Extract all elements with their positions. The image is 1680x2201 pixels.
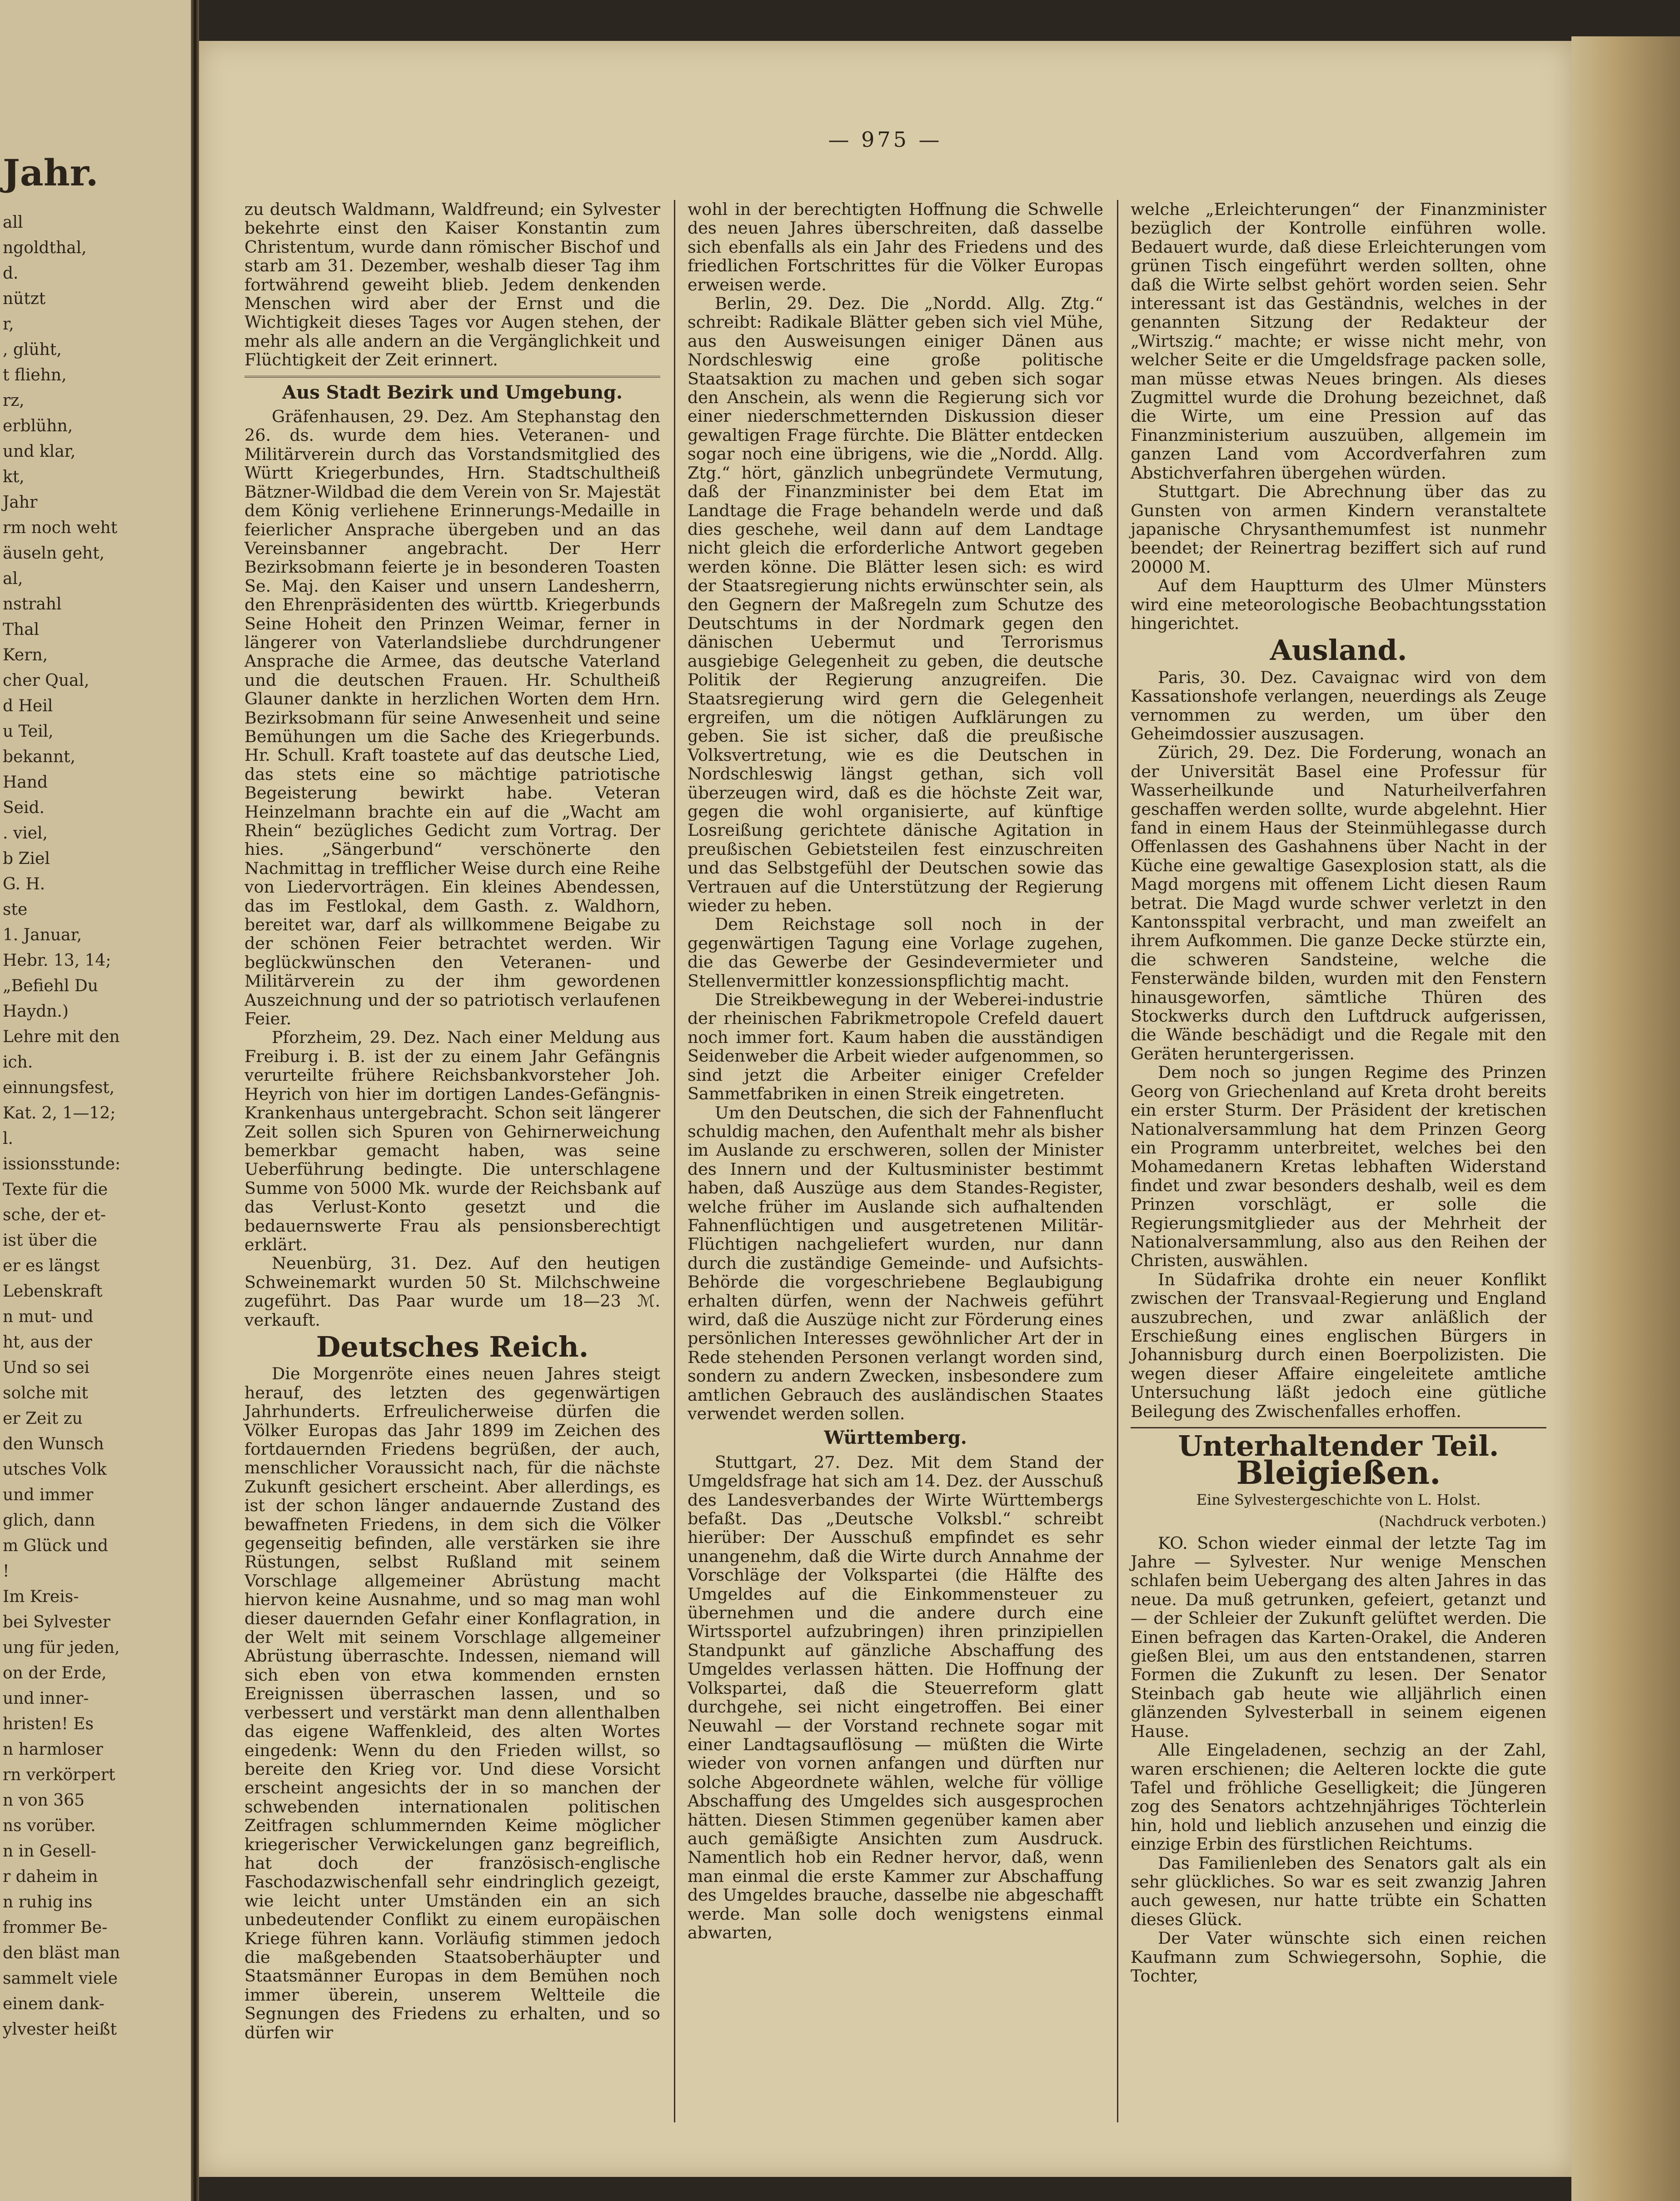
left-page-line: r, — [3, 315, 14, 334]
section-heading: Deutsches Reich. — [316, 1330, 589, 1363]
section-heading: Aus Stadt Bezirk und Umgebung. — [282, 381, 623, 403]
left-page-line: Haydn.) — [3, 1002, 69, 1021]
left-page-line: rn verkörpert — [3, 1766, 115, 1784]
left-page-line: on der Erde, — [3, 1664, 107, 1682]
paragraph: Alle Eingeladenen, sechzig an der Zahl, waren erschienen; die Aelteren lockte die gute Tafel und fröhliche Geselligkeit; die Jüngeren zog des Senators achtzehnjähriges Töchterlein hin, hold und lieblich anzusehen und einzig die einzige Erbin des fürstlichen Reichtums. — [1131, 1740, 1546, 1854]
paragraph: Dem noch so jungen Regime des Prinzen Georg von Griechenland auf Kreta droht bereits ein erster Sturm. Der Präsident der kretischen Nationalversammlung hat dem Prinzen Georg ein Programm unterbreitet, welches bei den Mohamedanern Kretas lebhaften Widerstand findet und zwar besonders deshalb, weil es dem Prinzen vorschlägt, er solle die Regierungsmitglieder aus der Mehrheit der Nationalversammlung, also aus den Reihen der Christen, auswählen. — [1131, 1063, 1546, 1271]
left-page-line: sammelt viele — [3, 1969, 118, 1988]
left-page-line: Im Kreis- — [3, 1587, 79, 1606]
left-page-line: ste — [3, 900, 28, 919]
left-page-line: frommer Be- — [3, 1918, 108, 1937]
left-page-line: ylvester heißt — [3, 2020, 117, 2039]
left-page-line: solche mit — [3, 1384, 88, 1402]
left-page-line: er Zeit zu — [3, 1409, 83, 1428]
left-page-line: Jahr — [3, 493, 38, 512]
paragraph: Neuenbürg, 31. Dez. Auf den heutigen Schweinemarkt wurden 50 St. Milchschweine zugeführt. Das Paar wurde um 18—23 ℳ. verkauft. — [244, 1253, 660, 1330]
left-page-line: hristen! Es — [3, 1715, 94, 1733]
paragraph: Der Vater wünschte sich einen reichen Kaufmann zum Schwiegersohn, Sophie, die Tochter, — [1131, 1928, 1546, 1986]
left-page-line: issionsstunde: — [3, 1155, 121, 1173]
left-page-line: m Glück und — [3, 1537, 108, 1555]
column-2 — [688, 200, 1103, 1942]
left-page-line: ich. — [3, 1053, 33, 1072]
left-page-line: n in Gesell- — [3, 1842, 96, 1861]
page-edge — [1571, 36, 1680, 2201]
paragraph: Stuttgart. Die Abrechnung über das zu Gunsten von armen Kindern veranstaltete japanische Chrysanthemumfest ist nunmehr beendet; der Reinertrag beziffert sich auf rund 20000 M. — [1131, 482, 1546, 577]
left-page-line: all — [3, 213, 23, 232]
book-gutter — [191, 0, 199, 2201]
left-page-line: utsches Volk — [3, 1460, 107, 1479]
left-page-line: b Ziel — [3, 849, 50, 868]
paragraph: Das Familienleben des Senators galt als ein sehr glückliches. So war es seit zwanzig Jahren auch gewesen, nur hatte trübte ein Schatten dieses Glück. — [1131, 1853, 1546, 1929]
paragraph: Stuttgart, 27. Dez. Mit dem Stand der Umgeldsfrage hat sich am 14. Dez. der Ausschuß des Landesverbandes der Wirte Württembergs befaßt. Das „Deutsche Volksbl.“ schreibt hierüber: Der Ausschuß empfindet es sehr unangenehm, daß die Wirte durch Annahme der Vorschläge der Volkspartei (die Hälfte des Umgeldes auf die Einkommensteuer zu übernehmen und die andere durch eine Wirtssportel aufzubringen) ihren prinzipiellen Standpunkt auf gänzliche Abschaffung des Umgeldes verlassen hätten. Die Hoffnung der Volkspartei, daß die Steuerreform glatt durchgehe, sei nicht eingetroffen. Bei einer Neuwahl — der Vorstand rechnete sogar mit einer Landtagsauflösung — müßten die Wirte wieder von vornen anfangen und dürften nur solche Abgeordnete wählen, welche für völlige Abschaffung des Umgeldes sich ausgesprochen hätten. Diesen Stimmen gegenüber kamen aber auch gemäßigte Ansichten zum Ausdruck. Namentlich hob ein Redner hervor, daß, wenn man einmal die erste Kammer zur Abschaffung des Umgeldes brauche, dasselbe nie abgeschafft werde. Man solle doch wenigstens einmal abwarten, — [688, 1452, 1103, 1942]
paragraph: Auf dem Hauptturm des Ulmer Münsters wird eine meteorologische Beobachtungsstation hingerichtet. — [1131, 576, 1546, 633]
paragraph: Dem Reichstage soll noch in der gegenwärtigen Tagung eine Vorlage zugehen, die das Gewerbe der Gesindevermieter und Stellenvermittler konzessionspflichtig macht. — [688, 914, 1103, 991]
paragraph: zu deutsch Waldmann, Waldfreund; ein Sylvester bekehrte einst den Kaiser Konstantin zum Christentum, wurde dann römischer Bischof und starb am 31. Dezember, weshalb dieser Tag ihm fortwährend geweiht blieb. Jedem denkenden Menschen wird aber der Ernst und die Wichtigkeit dieses Tages vor Augen stehen, der mehr als alle andern an die Vergänglichkeit und Flüchtigkeit der Zeit erinnert. — [244, 200, 660, 370]
left-page-line: t fliehn, — [3, 366, 67, 384]
column-rule — [1117, 200, 1118, 2122]
left-page-line: einnungsfest, — [3, 1078, 115, 1097]
left-page-line: Lehre mit den — [3, 1028, 120, 1046]
left-page-line: Und so sei — [3, 1358, 90, 1377]
left-page-line: Kat. 2, 1—12; — [3, 1104, 116, 1123]
left-page-line: nützt — [3, 289, 46, 308]
divider — [1131, 1427, 1546, 1428]
left-page-line: bei Sylvester — [3, 1613, 110, 1632]
left-page-line: Lebenskraft — [3, 1282, 103, 1301]
left-page-line: n ruhig ins — [3, 1893, 93, 1912]
section-heading: Württemberg. — [824, 1427, 967, 1449]
paragraph: Pforzheim, 29. Dez. Nach einer Meldung aus Freiburg i. B. ist der zu einem Jahr Gefängnis verurteilte frühere Reichsbankvorsteher Joh. Heyrich von hier im dortigen Landes-Gefängnis-Krankenhaus untergebracht. Schon seit längerer Zeit sollen sich Spuren von Gehirnerweichung bemerkbar gemacht haben, was seine Ueberführung bedingte. Die unterschlagene Summe von 5000 Mk. wurde der Reichsbank auf das Verlust-Konto gesetzt und die bedauernswerte Frau als pensionsberechtigt erklärt. — [244, 1028, 660, 1254]
left-page-line: äuseln geht, — [3, 544, 105, 563]
left-page-line: ngoldthal, — [3, 239, 87, 257]
left-page-line: d. — [3, 264, 19, 283]
story-title: Bleigießen. — [1236, 1454, 1441, 1492]
story-subtitle: Eine Sylvestergeschichte von L. Holst. — [1196, 1491, 1481, 1508]
left-page-line: sche, der et- — [3, 1206, 106, 1224]
left-page-line: n von 365 — [3, 1791, 85, 1810]
left-page-line: n mut- und — [3, 1308, 94, 1326]
paragraph: Die Streikbewegung in der Weberei-industrie der rheinischen Fabrikmetropole Crefeld dauert noch immer fort. Kaum haben die ausständigen Seidenweber die Arbeit wieder aufgenommen, so sind jetzt die Arbeiter einiger Crefelder Sammetfabriken in einen Streik eingetreten. — [688, 990, 1103, 1104]
paragraph: In Südafrika drohte ein neuer Konflikt zwischen der Transvaal-Regierung und England auszubrechen, und zwar anläßlich der Erschießung eines englischen Bürgers in Johannisburg durch einen Boerpolizisten. Die wegen dieser Affaire eingeleitete amtliche Untersuchung läßt jedoch eine gütliche Beilegung des Zwischenfalles erhoffen. — [1131, 1269, 1546, 1421]
left-page-line: „Befiehl Du — [3, 977, 98, 995]
left-page-line: u Teil, — [3, 722, 54, 741]
paragraph: wohl in der berechtigten Hoffnung die Schwelle des neuen Jahres überschreiten, daß dasselbe sich ebenfalls als ein Jahr des Friedens und des friedlichen Fortschrittes für die Völker Europas erweisen werde. — [688, 200, 1103, 294]
left-page-line: rm noch weht — [3, 519, 118, 537]
paragraph: Berlin, 29. Dez. Die „Nordd. Allg. Ztg.“ schreibt: Radikale Blätter geben sich viel Mühe, aus den Ausweisungen einiger Dänen aus Nordschleswig eine große politische Staatsaktion zu machen und geben sich sogar den Anschein, als wenn die Regierung sich vor einer niederschmetternden Diskussion dieser gewaltigen Frage fürchte. Die Blätter entdecken sogar noch eine übrigens, wie die „Nordd. Allg. Ztg.“ hört, gänzlich unbegründete Vermutung, daß der Finanzminister bei dem Etat im Landtage die Frage behandeln werde und daß dies geschehe, weil dann auf dem Landtage nicht gleich die erforderliche Antwort gegeben werden könne. Die Blätter lesen sich: es wird der Staatsregierung nichts erwünschter sein, als den Gegnern der Maßregeln zum Schutze des Deutschtums in der Nordmark gegen den dänischen Uebermut und Terrorismus ausgiebige Gelegenheit zu geben, die deutsche Politik der Regierung anzugreifen. Die Staatsregierung wird gern die Gelegenheit ergreifen, um die nötigen Aufklärungen zu geben. Sie ist sicher, daß die preußische Volksvertretung, wie es die Deutschen in Nordschleswig längst gethan, sich voll überzeugen wird, daß es die höchste Zeit war, gegen die wohl organisierte, auf künftige Losreißung gerichtete dänische Agitation in preußischen Gebietsteilen fest einzuschreiten und das Selbstgefühl der Deutschen sowie das Vertrauen auf die Unterstützung der Regierung wieder zu heben. — [688, 294, 1103, 916]
left-page-line: Texte für die — [3, 1180, 108, 1199]
left-page-line: kt, — [3, 468, 25, 486]
left-page-line: cher Qual, — [3, 671, 90, 690]
left-page-line: 1. Januar, — [3, 926, 82, 944]
left-page-line: Hebr. 13, 14; — [3, 951, 111, 970]
divider — [244, 376, 660, 378]
left-page-line: n harmloser — [3, 1740, 103, 1759]
paragraph: welche „Erleichterungen“ der Finanzminister bezüglich der Kontrolle einführen wolle. Bedauert wurde, daß diese Erleichterungen vom grünen Tisch eingeführt werden sollten, ohne daß die Wirte selbst gehört worden seien. Sehr interessant ist das Geständnis, welches in der genannten Sitzung der Redakteur der „Wirtszig.“ machte; er wisse nicht mehr, von welcher Seite er die Umgeldsfrage packen solle, man müsse etwas Neues bringen. Als dieses Zugmittel wurde die Drohung bezeichnet, daß die Wirte, um eine Pression auf das Finanzministerium auszuüben, allgemein im ganzen Land vom Accordverfahren zum Abstichverfahren übergehen würden. — [1131, 200, 1546, 483]
left-page-line: Hand — [3, 773, 48, 792]
left-page-line: einem dank- — [3, 1995, 105, 2013]
left-page-line: bekannt, — [3, 748, 75, 766]
paragraph: Paris, 30. Dez. Cavaignac wird von dem Kassationshofe verlangen, neuerdings als Zeuge vernommen zu werden, um über den Geheimdossier auszusagen. — [1131, 667, 1546, 744]
left-page-line: er es längst — [3, 1257, 100, 1275]
left-page-line: erblühn, — [3, 417, 73, 435]
left-page-line: Thal — [3, 620, 40, 639]
left-page-line: ist über die — [3, 1231, 97, 1250]
left-page-line: den Wunsch — [3, 1435, 104, 1453]
left-page-line: Kern, — [3, 646, 48, 664]
reprint-note: (Nachdruck verboten.) — [1378, 1512, 1546, 1530]
left-page-line: rz, — [3, 391, 25, 410]
left-page-line: al, — [3, 569, 23, 588]
column-1 — [244, 200, 660, 2042]
left-page-line: Seid. — [3, 799, 45, 817]
paragraph: KO. Schon wieder einmal der letzte Tag im Jahre — Sylvester. Nur wenige Menschen schlafen beim Uebergang des alten Jahres in das neue. Da muß getrunken, gefeiert, getanzt und — der Schleier der Zukunft gelüftet werden. Die Einen befragen das Karten-Orakel, die Anderen gießen Blei, um aus den entstandenen, starren Formen die Zukunft zu lesen. Der Senator Steinbach gab heute wie alljährlich einen glänzenden Sylvesterball in seinem eigenen Hause. — [1131, 1533, 1546, 1741]
paragraph: Zürich, 29. Dez. Die Forderung, wonach an der Universität Basel eine Professur für Wasserheilkunde und Naturheilverfahren geschaffen werden sollte, wurde abgelehnt. Hier fand in einem Haus der Steinmühlegasse durch Offenlassen des Gashahnens über Nacht in der Küche eine gewaltige Gasexplosion statt, als die Magd morgens mit offenem Licht diesen Raum betrat. Die Magd wurde schwer verletzt in den Kantonsspital verbracht, und man zweifelt an ihrem Aufkommen. Die ganze Decke stürzte ein, die schweren Sandsteine, welche die Fensterwände bilden, wurden mit den Fenstern hinausgeworfen, sämtliche Thüren des Stockwerks durch den Luftdruck aufgerissen, die Wände beschädigt und die Regale mit den Geräten heruntergerissen. — [1131, 743, 1546, 1063]
section-heading: Ausland. — [1270, 634, 1407, 667]
paragraph: Die Morgenröte eines neuen Jahres steigt herauf, des letzten des gegenwärtigen Jahrhunderts. Erfreulicherweise dürfen die Völker Europas das Jahr 1899 im Zeichen des fortdauernden Friedens begrüßen, der auch, menschlicher Voraussicht nach, für die nächste Zukunft gesichert erscheint. Aber allerdings, es ist der schon länger andauernde Zustand des bewaffneten Friedens, in dem sich die Völker gegenseitig befinden, alle verstärken sie ihre Rüstungen, selbst Rußland mit seinem Vorschlage allgemeiner Abrüstung macht hiervon keine Ausnahme, und so mag man wohl dieser dauernden Gefahr einer Konflagration, in der Welt mit seinem Vorschlage allgemeiner Abrüstung überraschte. Indessen, niemand will sich eben von etwa kommenden ernsten Ereignissen überraschen lassen, und so verbessert und verstärkt man denn allenthalben das eigene Waffenkleid, des alten Wortes eingedenk: Wenn du den Frieden willst, so bereite den Krieg vor. Und diese Vorsicht erscheint angesichts der in so manchen der schwebenden internationalen politischen Zeitfragen schlummernden Keime möglicher kriegerischer Verwickelungen ganz begreiflich, hat doch der französisch-englische Faschodazwischenfall sehr eindringlich gezeigt, wie leicht unter Umständen ein an sich unbedeutender Conflikt zu einem europäischen Kriege führen kann. Vorläufig stimmen jedoch die maßgebenden Staatsoberhäupter und Staatsmänner Europas in dem Bemühen noch immer überein, unserem Weltteile die Segnungen des Friedens zu erhalten, und so dürfen wir — [244, 1364, 660, 2042]
left-page-line: nstrahl — [3, 595, 62, 614]
left-page-fragment — [0, 0, 191, 2201]
left-page-line: l. — [3, 1129, 13, 1148]
left-page-line: Jahr. — [3, 151, 99, 194]
left-page-line: und klar, — [3, 442, 76, 461]
left-page-line: den bläst man — [3, 1944, 120, 1962]
left-page-line: glich, dann — [3, 1511, 95, 1530]
paragraph: Um den Deutschen, die sich der Fahnenflucht schuldig machen, den Aufenthalt mehr als bisher im Auslande zu erschweren, sollen der Minister des Innern und der Kultusminister bestimmt haben, daß Auszüge aus dem Standes-Register, welche früher im Auslande sich aufhaltenden Fahnenflüchtigen und ausgetretenen Militär-Flüchtigen nachgeliefert wurden, nur dann durch die zuständige Gemeinde- und Aufsichts-Behörde die vorgeschriebene Beglaubigung erhalten dürfen, wenn der Nachweis geführt wird, daß die Auszüge nicht zur Förderung eines persönlichen Interesses gewöhnlicher Art der in Rede stehenden Personen verlangt worden sind, sondern zu andern Zwecken, insbesondere zum amtlichen Gebrauch des ausländischen Staates verwendet werden sollen. — [688, 1103, 1103, 1423]
section-heading: Unterhaltender Teil. — [1178, 1429, 1499, 1462]
left-page-line: r daheim in — [3, 1867, 98, 1886]
newspaper-page — [199, 41, 1571, 2177]
left-page-line: ! — [3, 1562, 10, 1581]
left-page-line: d Heil — [3, 697, 53, 715]
column-rule — [674, 200, 675, 2122]
paragraph: Gräfenhausen, 29. Dez. Am Stephanstag den 26. ds. wurde dem hies. Veteranen- und Militärverein durch das Vorstandsmitglied des Württ Kriegerbundes, Hrn. Stadtschultheiß Bätzner-Wildbad die dem Verein von Sr. Majestät dem König verliehene Erinnerungs-Medaille in feierlicher Ansprache übergeben und an das Vereinsbanner angebracht. Der Herr Bezirksobmann feierte je in besonderen Toasten Se. Maj. den Kaiser und unsern Landesherrn, den Ehrenpräsidenten des württb. Kriegerbunds Seine Hoheit den Prinzen Weimar, ferner in längerer von Vaterlandsliebe durchdrungener Ansprache die Armee, das deutsche Vaterland und die deutschen Frauen. Hr. Schultheiß Glauner dankte in herzlichen Worten dem Hrn. Bezirksobmann für seine Anwesenheit und seine Bemühungen um die Sache des Kriegerbunds. Hr. Schull. Kraft toastete auf das deutsche Lied, das stets eine so mächtige patriotische Begeisterung bewirkt habe. Veteran Heinzelmann brachte ein auf die „Wacht am Rhein“ bezügliches Gedicht zum Vortrag. Der hies. „Sängerbund“ verschönerte den Nachmittag in trefflicher Weise durch eine Reihe von Liedervorträgen. Ein kleines Abendessen, das im Festlokal, dem Gasth. z. Waldhorn, bereitet war, darf als willkommene Beigabe zu der schönen Feier betrachtet werden. Wir beglückwünschen den Veteranen- und Militärverein zu der ihm gewordenen Auszeichnung und der so patriotisch verlaufenen Feier. — [244, 407, 660, 1029]
left-page-line: ht, aus der — [3, 1333, 92, 1352]
left-page-line: und inner- — [3, 1689, 89, 1708]
left-page-line: ung für jeden, — [3, 1638, 120, 1657]
left-page-line: . viel, — [3, 824, 48, 843]
left-page-line: ns vorüber. — [3, 1817, 96, 1835]
left-page-line: und immer — [3, 1486, 94, 1504]
left-page-line: , glüht, — [3, 340, 62, 359]
left-page-line: G. H. — [3, 875, 45, 893]
page-number: — 975 — — [828, 127, 942, 152]
column-3 — [1131, 200, 1546, 1985]
